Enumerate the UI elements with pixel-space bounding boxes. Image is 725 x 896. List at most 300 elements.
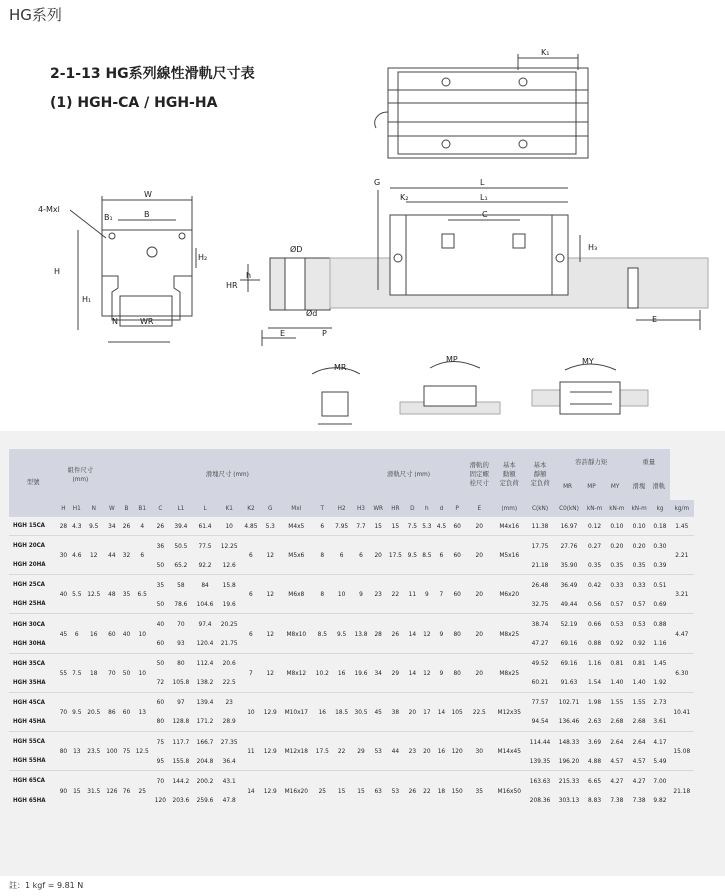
table-cell: 26.48 [526, 575, 555, 595]
table-cell: 11 [241, 732, 260, 771]
table-cell: 7.5 [70, 653, 85, 692]
table-cell: 166.7 [193, 732, 217, 752]
table-cell: 6 [313, 516, 332, 536]
table-cell: 40 [120, 614, 132, 653]
table-cell: 18 [434, 771, 449, 810]
table-cell: M5x6 [280, 536, 313, 575]
table-cell: 61.4 [193, 516, 217, 536]
table-cell: 31.5 [84, 771, 103, 810]
label-phi-d-large: ØD [290, 245, 303, 254]
th-static-load: 基本 靜額 定負荷 [526, 449, 555, 500]
table-cell: 1.45 [670, 516, 694, 536]
table-cell: 20.6 [217, 653, 241, 673]
table-cell: 4.17 [650, 732, 669, 752]
th-moment [555, 449, 628, 500]
column-header: kN-m [628, 500, 650, 516]
table-cell: 0.81 [606, 653, 628, 673]
table-cell: 17 [420, 692, 435, 731]
table-cell: 8.5 [420, 536, 435, 575]
column-header: G [261, 500, 280, 516]
table-cell: 7 [434, 575, 449, 614]
table-cell: 75 [152, 732, 169, 752]
table-cell: 23 [405, 732, 420, 771]
table-cell: 45 [371, 692, 386, 731]
table-cell: 35 [120, 575, 132, 614]
label-h1: H₁ [82, 295, 92, 304]
table-cell: 10 [133, 614, 152, 653]
label-e-right: E [652, 315, 658, 324]
column-header: Mxl [280, 500, 313, 516]
table-cell: M8x12 [280, 653, 313, 692]
table-cell: 17.75 [526, 536, 555, 556]
table-cell: 22.5 [222, 678, 236, 687]
table-cell: 0.88 [650, 614, 669, 634]
table-cell: M16x20 [280, 771, 313, 810]
table-cell: 76 [120, 771, 132, 810]
table-cell: 102.71 [555, 692, 584, 712]
table-cell: 52.19 [555, 614, 584, 634]
table-cell: 29 [351, 732, 370, 771]
table-cell: 10 [217, 516, 241, 536]
table-cell: 48 [103, 575, 120, 614]
table-cell: 80 [449, 653, 466, 692]
table-cell: 0.57 [610, 599, 624, 608]
table-row [9, 614, 694, 634]
table-cell: 12 [261, 575, 280, 614]
column-header: HR [386, 500, 405, 516]
rail-section-drawing [240, 258, 332, 346]
column-header: C(kN) [526, 500, 555, 516]
table-cell: 22.5 [466, 692, 493, 731]
table-cell: 12 [84, 536, 103, 575]
table-cell: 60 [156, 639, 165, 648]
table-cell: 0.10 [606, 516, 628, 536]
model-cell: HGH 55HA [13, 757, 46, 765]
column-header: kg/m [670, 500, 694, 516]
table-cell: 14 [434, 692, 449, 731]
table-cell: 203.6 [172, 796, 190, 805]
column-header: L1 [169, 500, 193, 516]
table-cell: 16 [332, 653, 351, 692]
table-cell: 13 [70, 732, 85, 771]
table-cell: 50 [156, 599, 165, 608]
table-cell: 4.5 [434, 516, 449, 536]
table-cell: 93 [177, 639, 185, 648]
label-l: L [480, 178, 485, 187]
table-cell: M6x20 [493, 575, 526, 614]
table-cell: 15.08 [670, 732, 694, 771]
table-cell: M14x45 [493, 732, 526, 771]
table-cell: 53 [371, 732, 386, 771]
column-header: kN-m [583, 500, 605, 516]
table-cell: M8x10 [280, 614, 313, 653]
model-cell: HGH 45HA [13, 717, 46, 725]
table-cell: 21.75 [220, 639, 238, 648]
table-cell: 80 [449, 614, 466, 653]
table-cell: 28 [371, 614, 386, 653]
table-row [9, 575, 694, 595]
table-cell: 12 [261, 536, 280, 575]
table-cell: 36.49 [555, 575, 584, 595]
column-header: P [449, 500, 466, 516]
table-cell: 12 [261, 614, 280, 653]
table-cell: 7.38 [610, 796, 624, 805]
table-cell: 15 [386, 516, 405, 536]
table-cell: 148.33 [555, 732, 584, 752]
table-cell: 4.57 [610, 756, 624, 765]
table-cell: 19.6 [222, 599, 236, 608]
table-cell: 9.5 [332, 614, 351, 653]
table-cell: 20.25 [217, 614, 241, 634]
table-cell: 13 [133, 692, 152, 731]
table-cell: 4.47 [670, 614, 694, 653]
model-cell: HGH 25CA [9, 575, 57, 595]
table-cell: 28.9 [222, 717, 236, 726]
table-cell: 40 [152, 614, 169, 634]
table-cell: 15 [70, 771, 85, 810]
table-cell: 92.2 [198, 560, 212, 569]
table-cell: 63 [371, 771, 386, 810]
table-cell: M10x17 [280, 692, 313, 731]
table-cell: 104.6 [196, 599, 214, 608]
table-row [9, 692, 694, 712]
model-cell: HGH 30HA [13, 639, 46, 647]
table-cell: 6 [133, 536, 152, 575]
table-cell: 259.6 [196, 796, 214, 805]
table-cell: 77.5 [193, 536, 217, 556]
table-cell: 20 [466, 516, 493, 536]
moment-my-drawing [532, 364, 648, 414]
table-cell: 0.66 [583, 614, 605, 634]
table-cell: 50.5 [169, 536, 193, 556]
table-row [9, 732, 694, 752]
table-cell: 29 [386, 653, 405, 692]
table-cell: 0.20 [628, 536, 650, 556]
label-mr: MR [334, 363, 347, 372]
table-cell: 0.56 [588, 599, 602, 608]
table-cell: 20 [466, 575, 493, 614]
table-cell: 38.74 [526, 614, 555, 634]
table-cell: 163.63 [526, 771, 555, 791]
table-cell: 36.4 [222, 756, 236, 765]
column-header: D [405, 500, 420, 516]
label-mxl: 4-Mxl [38, 205, 60, 214]
table-cell: 6 [351, 536, 370, 575]
table-cell: 2.64 [628, 732, 650, 752]
label-w: W [144, 190, 152, 199]
table-cell: 23 [371, 575, 386, 614]
table-cell: 15 [351, 771, 370, 810]
series-title: HG系列 [9, 6, 62, 24]
table-cell: 22 [386, 575, 405, 614]
table-cell: 44 [386, 732, 405, 771]
table-cell: M16x50 [493, 771, 526, 810]
table-cell: 27.76 [555, 536, 584, 556]
column-header: kN-m [606, 500, 628, 516]
table-cell: 2.68 [632, 717, 646, 726]
table-cell: 17.5 [386, 536, 405, 575]
table-cell: 12.9 [261, 692, 280, 731]
table-cell: 0.35 [610, 560, 624, 569]
table-cell: 21.18 [670, 771, 694, 810]
table-cell: 32 [120, 536, 132, 575]
table-cell: 8 [313, 536, 332, 575]
table-cell: 47.27 [531, 639, 549, 648]
table-cell: 6.30 [670, 653, 694, 692]
table-cell: 139.4 [193, 692, 217, 712]
table-cell: 91.63 [560, 678, 578, 687]
table-cell: 4.85 [241, 516, 260, 536]
model-cell: HGH 15CA [9, 516, 57, 536]
table-cell: 9.82 [653, 796, 667, 805]
table-row [9, 516, 694, 536]
table-cell: M4x5 [280, 516, 313, 536]
table-cell: 6 [241, 614, 260, 653]
table-cell: 1.40 [632, 678, 646, 687]
table-cell: 303.13 [558, 796, 580, 805]
table-cell: 4.57 [632, 756, 646, 765]
table-cell: 60 [449, 516, 466, 536]
table-cell: M8x25 [493, 614, 526, 653]
table-cell: 7.38 [632, 796, 646, 805]
th-rail: 滑軌尺寸 (mm) [351, 449, 465, 500]
table-cell: 60 [120, 692, 132, 731]
label-h2: H₂ [198, 253, 208, 262]
table-cell: 20 [466, 536, 493, 575]
table-cell: 1.40 [610, 678, 624, 687]
table-cell: M12x18 [280, 732, 313, 771]
model-cell: HGH 35HA [13, 678, 46, 686]
th-weight-rail: 滑軌 [652, 482, 666, 490]
table-cell: 69.16 [555, 653, 584, 673]
table-cell: 25 [313, 771, 332, 810]
table-cell: 6 [70, 614, 85, 653]
th-weight [628, 449, 670, 500]
table-cell: 60 [152, 692, 169, 712]
table-cell: 65.2 [174, 560, 188, 569]
table-cell: 8 [313, 575, 332, 614]
table-cell: 55 [57, 653, 69, 692]
column-header: WR [371, 500, 386, 516]
label-g: G [374, 178, 381, 187]
table-cell: 2.68 [610, 717, 624, 726]
table-cell: 0.42 [583, 575, 605, 595]
table-cell: 75 [120, 732, 132, 771]
th-mp: MP [587, 482, 596, 490]
column-header: kg [650, 500, 669, 516]
table-cell: M6x8 [280, 575, 313, 614]
table-cell: 9 [434, 653, 449, 692]
table-cell: 7 [241, 653, 260, 692]
spec-table-panel [0, 431, 725, 876]
column-header: H1 [70, 500, 85, 516]
table-cell: 53 [386, 771, 405, 810]
table-cell: 16 [313, 692, 332, 731]
table-cell: M5x16 [493, 536, 526, 575]
front-view-drawing [70, 196, 196, 342]
table-cell: 4.6 [70, 536, 85, 575]
table-cell: 7.7 [351, 516, 370, 536]
table-cell: 5.3 [420, 516, 435, 536]
table-cell: 112.4 [193, 653, 217, 673]
table-cell: 0.57 [632, 599, 646, 608]
table-cell: 9.5 [405, 536, 420, 575]
column-header: h [420, 500, 435, 516]
table-cell: 3.61 [653, 717, 667, 726]
column-header: H2 [332, 500, 351, 516]
table-cell: 12.25 [217, 536, 241, 556]
table-cell: 0.35 [588, 560, 602, 569]
table-cell: 4.27 [628, 771, 650, 791]
spec-table [9, 449, 694, 810]
table-cell: 86 [103, 692, 120, 731]
table-cell: 12 [420, 614, 435, 653]
table-cell: 0.30 [650, 536, 669, 556]
moment-mp-drawing [400, 362, 500, 415]
table-cell: 70 [103, 653, 120, 692]
label-wr: WR [140, 317, 154, 326]
table-cell: 2.73 [650, 692, 669, 712]
table-cell: 6 [241, 575, 260, 614]
table-cell: 30.5 [351, 692, 370, 731]
table-cell: 204.8 [196, 756, 214, 765]
table-cell: 80 [156, 717, 165, 726]
table-cell: 128.8 [172, 717, 190, 726]
table-cell: 80 [169, 653, 193, 673]
table-cell: 1.45 [650, 653, 669, 673]
table-cell: 0.33 [606, 575, 628, 595]
table-cell: 9.5 [70, 692, 85, 731]
table-cell: 19.6 [351, 653, 370, 692]
table-cell: 4.3 [70, 516, 85, 536]
table-cell: 120 [154, 796, 166, 805]
table-cell: 1.55 [606, 692, 628, 712]
table-cell: 11 [405, 575, 420, 614]
table-cell: 6.65 [583, 771, 605, 791]
table-cell: 35 [466, 771, 493, 810]
model-cell: HGH 20HA [13, 561, 46, 569]
table-cell: 0.35 [632, 560, 646, 569]
table-cell: 144.2 [169, 771, 193, 791]
table-cell: 6 [434, 536, 449, 575]
table-cell: 39.4 [169, 516, 193, 536]
column-header: d [434, 500, 449, 516]
table-cell: 155.8 [172, 756, 190, 765]
table-cell: 26 [405, 771, 420, 810]
table-cell: 12 [420, 653, 435, 692]
model-cell: HGH 30CA [9, 614, 57, 634]
table-cell: 16 [84, 614, 103, 653]
table-cell: 26 [152, 516, 169, 536]
table-cell: 105 [449, 692, 466, 731]
table-cell: 95 [156, 756, 165, 765]
table-cell: 14 [405, 614, 420, 653]
table-cell: 4.88 [588, 756, 602, 765]
table-cell: 28 [57, 516, 69, 536]
column-header: K2 [241, 500, 260, 516]
table-cell: 80 [57, 732, 69, 771]
table-cell: M8x25 [493, 653, 526, 692]
table-cell: 0.51 [650, 575, 669, 595]
column-header: (mm) [493, 500, 526, 516]
model-cell: HGH 45CA [9, 692, 57, 712]
table-cell: 7.00 [650, 771, 669, 791]
table-cell: 1.55 [628, 692, 650, 712]
table-cell: 10.2 [313, 653, 332, 692]
table-cell: 139.35 [529, 756, 551, 765]
table-cell: 84 [193, 575, 217, 595]
label-mp: MP [446, 355, 458, 364]
column-header: B1 [133, 500, 152, 516]
table-cell: 120.4 [196, 639, 214, 648]
label-l1: L₁ [480, 193, 488, 202]
table-cell: 171.2 [196, 717, 214, 726]
table-cell: 12 [261, 653, 280, 692]
label-h-small: h [246, 271, 252, 280]
table-cell: 0.53 [606, 614, 628, 634]
table-cell: 23 [217, 692, 241, 712]
th-model: 型號 [9, 449, 57, 516]
table-cell: 150 [449, 771, 466, 810]
table-cell: 9 [434, 614, 449, 653]
column-header: E [466, 500, 493, 516]
label-phi-d-small: Ød [306, 309, 318, 318]
table-cell: 77.57 [526, 692, 555, 712]
table-cell: 94.54 [531, 717, 549, 726]
table-cell: 0.81 [628, 653, 650, 673]
table-cell: 18 [84, 653, 103, 692]
label-k1: K₁ [541, 48, 550, 57]
table-cell: 60.21 [531, 678, 549, 687]
table-cell: 26 [120, 516, 132, 536]
table-cell: 70 [169, 614, 193, 634]
th-moment-label: 容許靜力矩 [575, 458, 608, 466]
table-cell: 45 [57, 614, 69, 653]
table-cell: 50 [156, 560, 165, 569]
table-row [9, 536, 694, 556]
column-header: N [84, 500, 103, 516]
top-view-drawing [375, 54, 588, 158]
label-k2: K₂ [400, 193, 409, 202]
table-cell: 27.35 [217, 732, 241, 752]
table-cell: 5.49 [653, 756, 667, 765]
table-cell: 7.5 [405, 516, 420, 536]
table-cell: 10 [332, 575, 351, 614]
table-cell: M4x16 [493, 516, 526, 536]
table-cell: 49.52 [526, 653, 555, 673]
table-cell: 32.75 [531, 599, 549, 608]
table-cell: 7.95 [332, 516, 351, 536]
table-cell: 0.69 [653, 599, 667, 608]
table-cell: 136.46 [558, 717, 580, 726]
table-cell: 9.5 [84, 516, 103, 536]
table-cell: 3.21 [670, 575, 694, 614]
label-n: N [112, 317, 118, 326]
table-cell: 20 [466, 614, 493, 653]
table-row [9, 771, 694, 791]
table-cell: 72 [156, 678, 165, 687]
column-header: L [193, 500, 217, 516]
table-cell: 58 [169, 575, 193, 595]
table-cell: 117.7 [169, 732, 193, 752]
label-c: C [482, 210, 488, 219]
table-cell: 114.44 [526, 732, 555, 752]
table-cell: 90 [57, 771, 69, 810]
model-cell: HGH 65HA [13, 796, 46, 804]
table-cell: 30 [57, 536, 69, 575]
table-cell: 0.20 [606, 536, 628, 556]
table-cell: 2.21 [670, 536, 694, 575]
